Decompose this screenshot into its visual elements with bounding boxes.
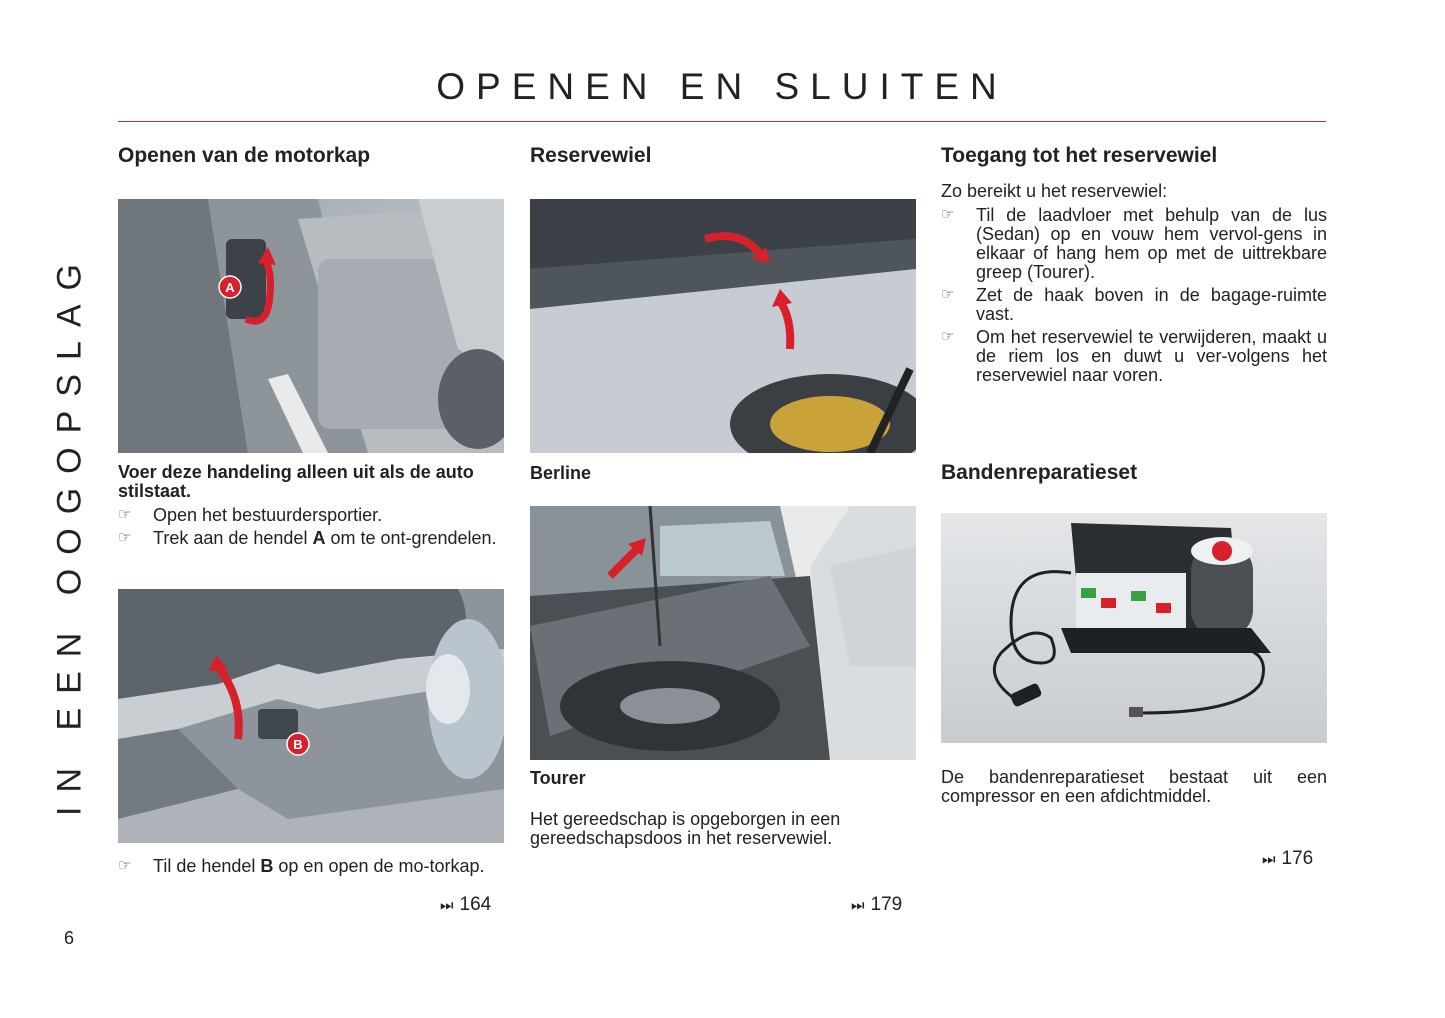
page-reference-icon: ⏭ — [1262, 851, 1276, 868]
kit-description: De bandenreparatieset bestaat uit een compressor en een afdichtmiddel. — [941, 767, 1327, 806]
list-item: ☞ Open het bestuurdersportier. — [118, 505, 383, 525]
figure-spare-wheel-berline — [530, 199, 916, 453]
list-item: ☞ Til de laadvloer met behulp van de lus (Sedan) op en vouw hem vervol-gens in elkaar of hang hem op met de uittrekbare greep (Tourer). — [941, 205, 1327, 282]
hand-pointer-icon: ☞ — [941, 286, 955, 303]
caption-tourer: Tourer — [530, 768, 586, 788]
page-reference-icon: ⏭ — [851, 897, 865, 914]
heading-spare-wheel: Reservewiel — [530, 144, 652, 167]
hand-pointer-icon: ☞ — [118, 506, 132, 523]
tools-note: Het gereedschap is opgeborgen in een gereedschapsdoos in het reservewiel. — [530, 809, 841, 848]
access-intro: Zo bereikt u het reservewiel: — [941, 181, 1168, 201]
access-steps-list — [941, 206, 1327, 389]
hand-pointer-icon: ☞ — [941, 328, 955, 345]
list-item: ☞ Om het reservewiel te verwijderen, maakt u de riem los en duwt u ver-volgens het reservewiel naar voren. — [941, 327, 1327, 385]
warning-text: Voer deze handeling alleen uit als de auto stilstaat. — [118, 462, 474, 501]
page-reference-176[interactable]: ⏭ 176 — [1262, 848, 1314, 869]
figure-bonnet-release-lever — [118, 199, 504, 453]
page-number: 6 — [64, 928, 75, 948]
list-item: ☞ Trek aan de hendel A om te ont-grendelen. — [118, 528, 497, 548]
page-reference-icon: ⏭ — [440, 897, 454, 914]
page-reference-179[interactable]: ⏭ 179 — [851, 894, 903, 915]
bonnet-steps-list — [118, 506, 504, 552]
figure-tyre-repair-kit — [941, 513, 1327, 743]
figure-bonnet-lever-b — [118, 589, 504, 843]
side-section-label: IN EEN OOGOPSLAG — [50, 249, 89, 816]
heading-access-spare-wheel: Toegang tot het reservewiel — [941, 144, 1218, 167]
figure-spare-wheel-tourer — [530, 506, 916, 760]
hand-pointer-icon: ☞ — [118, 857, 132, 874]
hand-pointer-icon: ☞ — [118, 529, 132, 546]
heading-bonnet: Openen van de motorkap — [118, 144, 371, 167]
page-reference-164[interactable]: ⏭ 164 — [440, 894, 492, 915]
bonnet-step-b-list — [118, 857, 504, 880]
list-item: ☞ Zet de haak boven in de bagage-ruimte vast. — [941, 285, 1327, 324]
caption-berline: Berline — [530, 463, 592, 483]
heading-tyre-repair-kit: Bandenreparatieset — [941, 461, 1138, 484]
list-item: ☞ Til de hendel B op en open de mo-torkap. — [118, 856, 485, 876]
title-divider — [118, 121, 1326, 122]
callout-label-b: B — [293, 737, 303, 752]
callout-label-a: A — [225, 280, 235, 295]
page-title: OPENEN EN SLUITEN — [436, 66, 1008, 107]
hand-pointer-icon: ☞ — [941, 206, 955, 223]
